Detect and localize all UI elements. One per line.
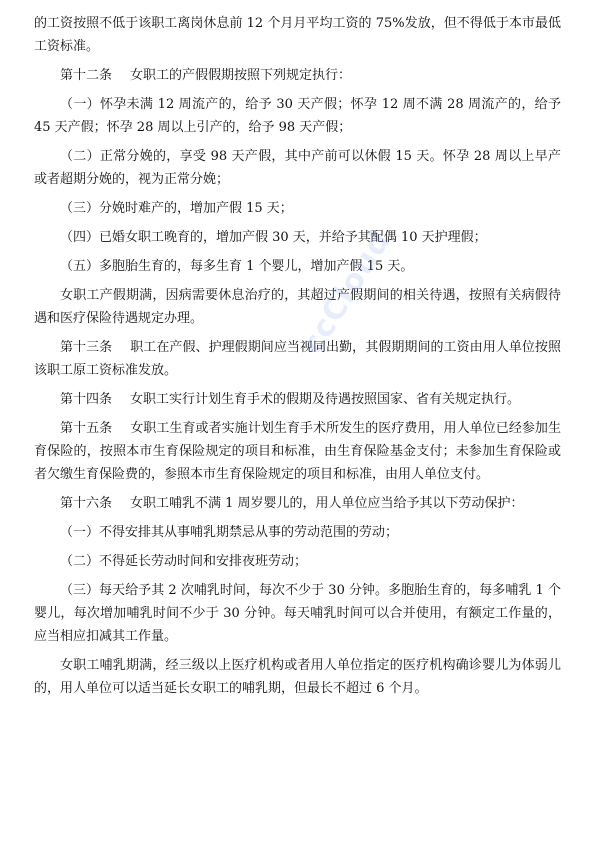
- article-paragraph: [34, 64, 561, 87]
- list-item: [34, 550, 561, 573]
- list-item: [34, 93, 561, 139]
- list-item: [34, 197, 561, 220]
- article-number: 第十六条: [60, 496, 113, 511]
- list-item: [34, 579, 561, 648]
- paragraph-text: （五）多胞胎生育的，每多生育 1 个婴儿，增加产假 15 天。: [60, 259, 414, 274]
- article-paragraph: [34, 336, 561, 382]
- paragraph-text: 女职工实行计划生育手术的假期及待遇按照国家、省有关规定执行。: [130, 392, 521, 407]
- paragraph-text: 女职工的产假假期按照下列规定执行：: [130, 68, 352, 83]
- paragraph-text: （三）每天给予其 2 次哺乳时间，每次不少于 30 分钟。多胞胎生育的，每多哺乳 1 个婴儿，每次增加哺乳时间不少于 30 分钟。每天哺乳时间可以合并使用，有额定工作量的，应当相应扣减其工作量。: [34, 583, 561, 644]
- paragraph: [34, 654, 561, 700]
- paragraph-text: （一）怀孕未满 12 周流产的，给予 30 天产假；怀孕 12 周不满 28 周流产的，给予 45 天产假；怀孕 28 周以上引产的，给予 98 天产假；: [34, 97, 561, 135]
- paragraph-text: 女职工产假期满，因病需要休息治疗的，其超过产假期间的相关待遇，按照有关病假待遇和医疗保险待遇规定办理。: [34, 288, 561, 326]
- article-paragraph: [34, 388, 561, 411]
- article-number: 第十五条: [60, 421, 113, 436]
- paragraph-text: （四）已婚女职工晚育的，增加产假 30 天，并给予其配偶 10 天护理假；: [60, 230, 487, 245]
- article-paragraph: [34, 492, 561, 515]
- paragraph-text: （二）不得延长劳动时间和安排夜班劳动；: [60, 554, 308, 569]
- article-number: 第十三条: [60, 340, 113, 355]
- paragraph-text: 女职工生育或者实施计划生育手术所发生的医疗费用，用人单位已经参加生育保险的，按照本市生育保险规定的项目和标准，由生育保险基金支付；未参加生育保险或者欠缴生育保险费的，参照本市生育保险规定的项目和标准，由用人单位支付。: [34, 421, 561, 482]
- paragraph-text: 的工资按照不低于该职工离岗休息前 12 个月月平均工资的 75%发放，但不得低于本市最低工资标准。: [34, 16, 561, 54]
- paragraph: [34, 12, 561, 58]
- article-number: 第十二条: [60, 68, 113, 83]
- article-paragraph: [34, 417, 561, 486]
- paragraph-text: （一）不得安排其从事哺乳期禁忌从事的劳动范围的劳动；: [60, 525, 399, 540]
- watermark: ccCloud: [294, 224, 398, 361]
- list-item: [34, 521, 561, 544]
- list-item: [34, 145, 561, 191]
- paragraph-text: （三）分娩时难产的，增加产假 15 天；: [60, 201, 293, 216]
- list-item: [34, 226, 561, 249]
- paragraph-text: 女职工哺乳不满 1 周岁婴儿的，用人单位应当给予其以下劳动保护：: [130, 496, 524, 511]
- paragraph: [34, 284, 561, 330]
- article-number: 第十四条: [60, 392, 113, 407]
- paragraph-text: 女职工哺乳期满，经三级以上医疗机构或者用人单位指定的医疗机构确诊婴儿为体弱儿的，用人单位可以适当延长女职工的哺乳期，但最长不超过 6 个月。: [34, 658, 561, 696]
- paragraph-text: （二）正常分娩的，享受 98 天产假，其中产前可以休假 15 天。怀孕 28 周以上早产或者超期分娩的，视为正常分娩；: [34, 149, 561, 187]
- paragraph-text: 职工在产假、护理假期间应当视同出勤，其假期期间的工资由用人单位按照该职工原工资标准发放。: [34, 340, 561, 378]
- list-item: [34, 255, 561, 278]
- document-body: [34, 12, 561, 700]
